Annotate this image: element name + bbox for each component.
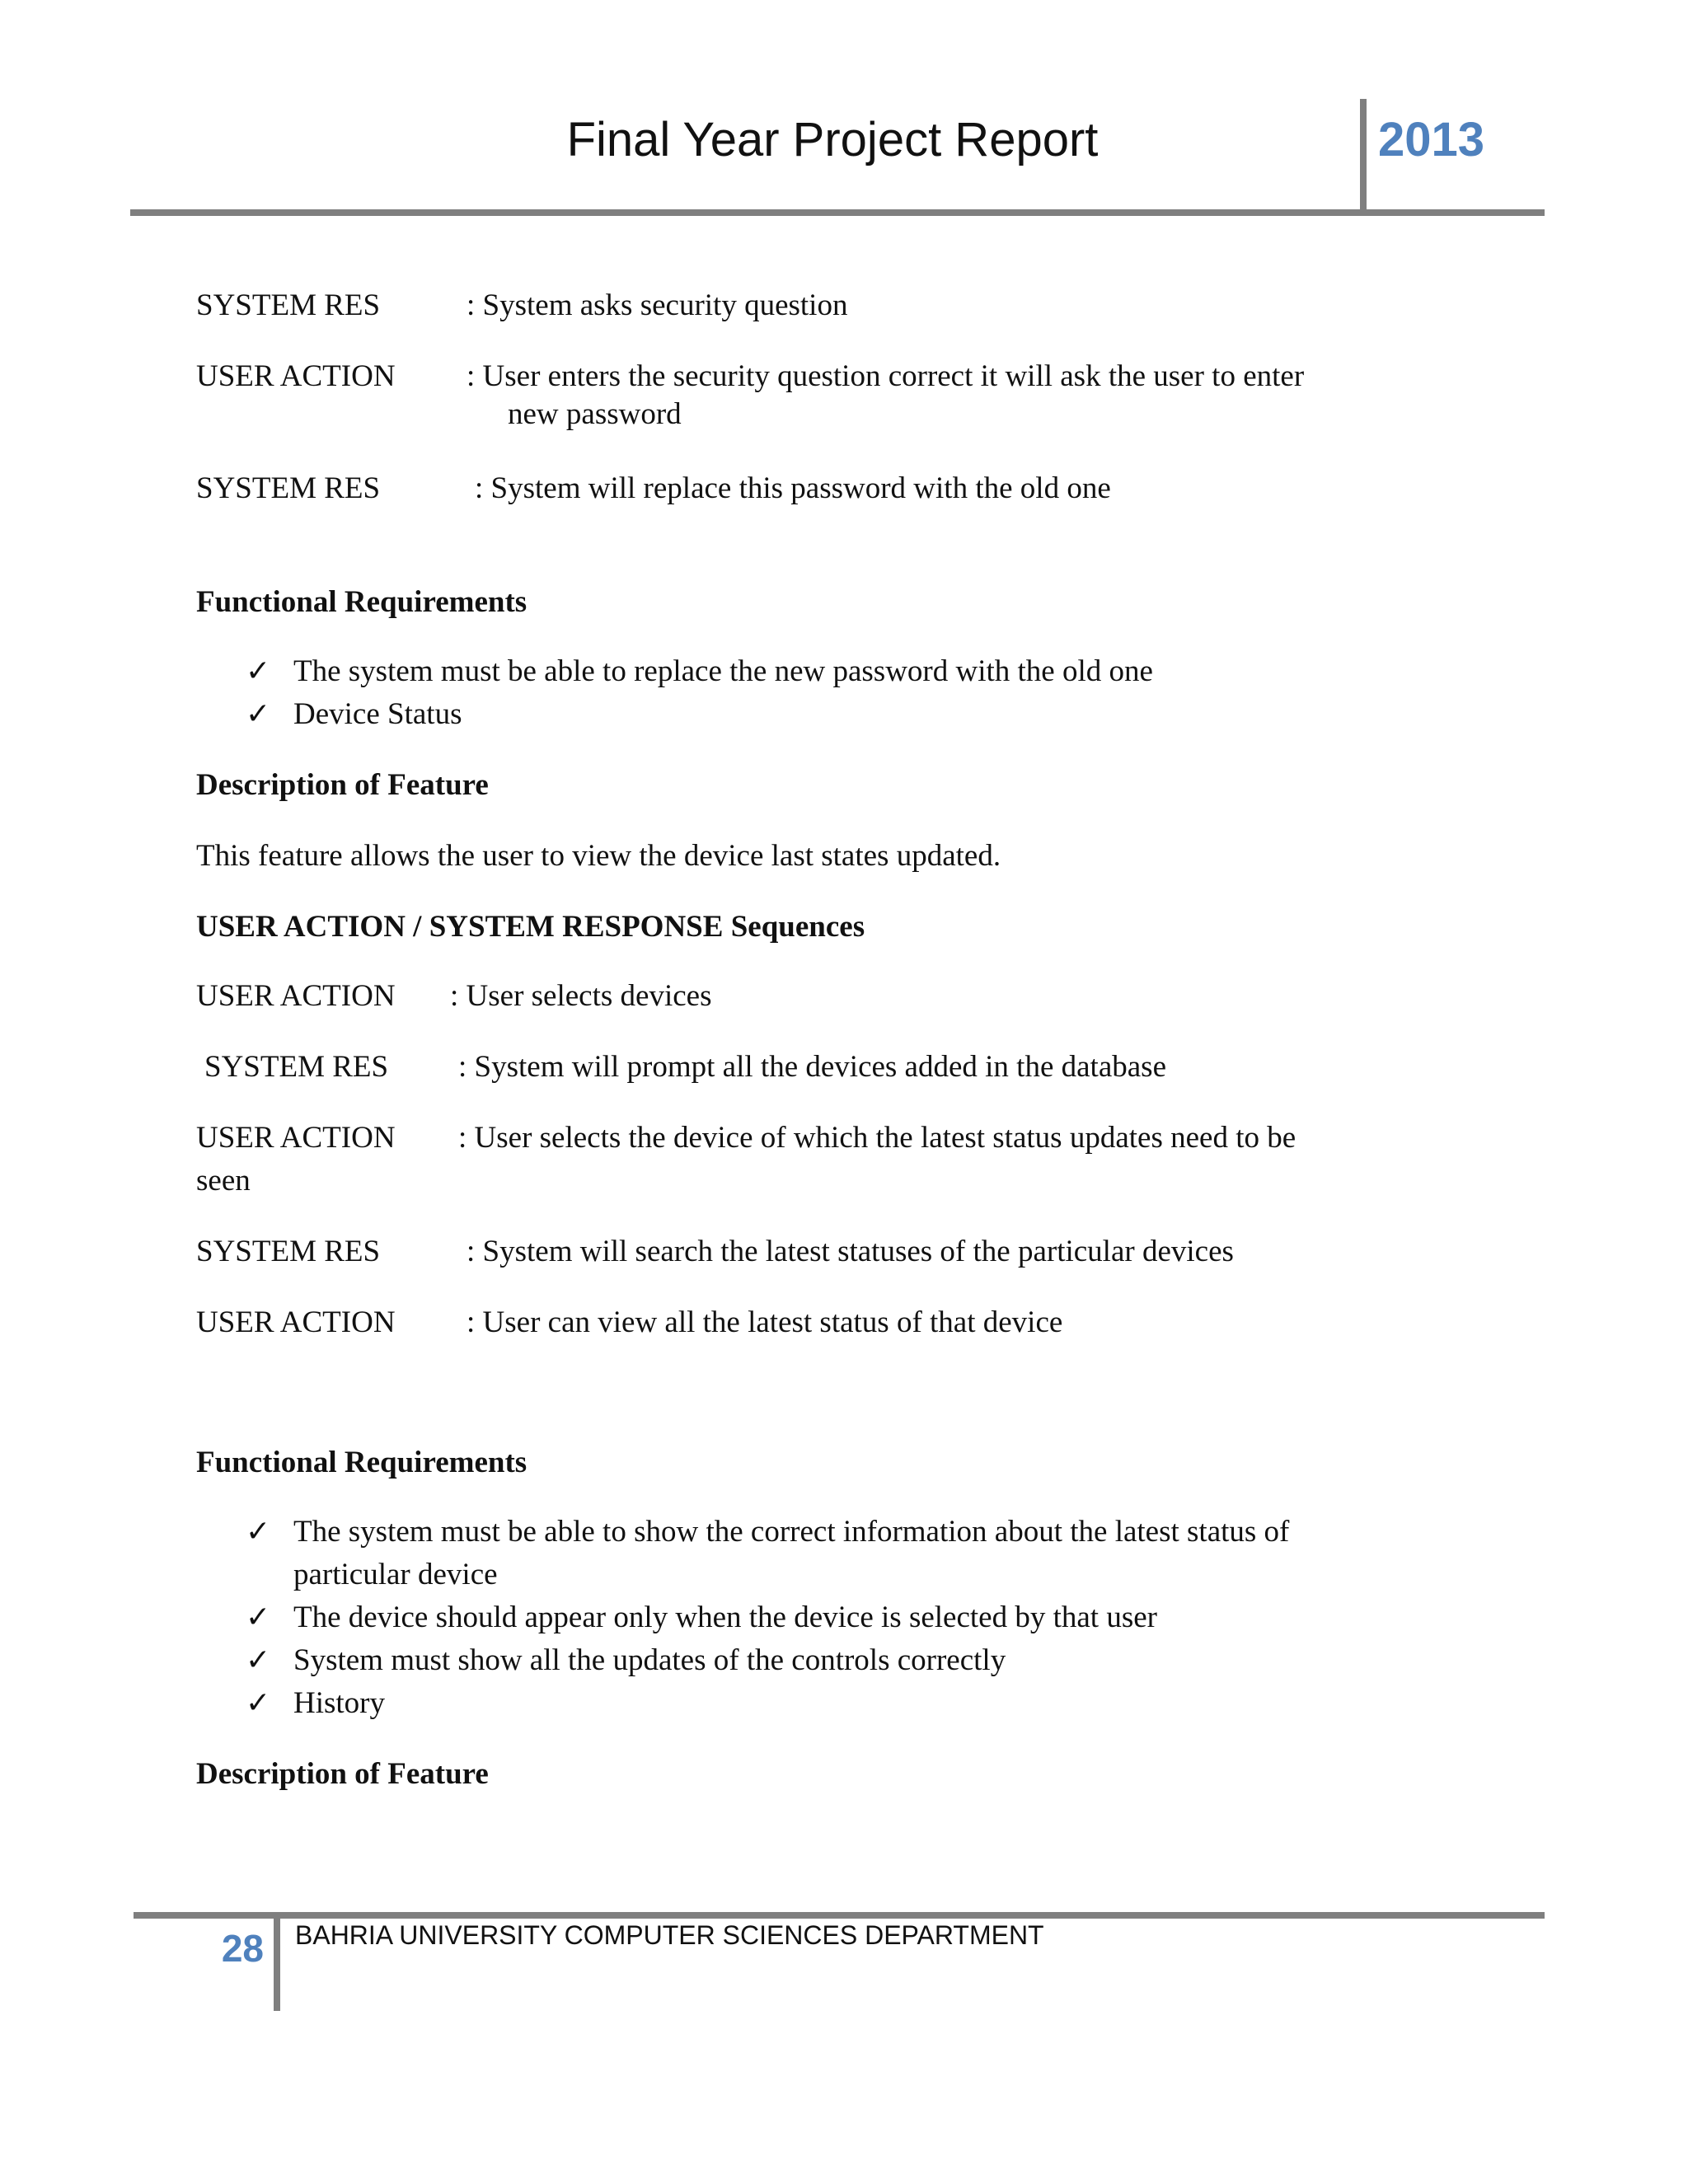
check-icon: ✓	[246, 1515, 271, 1549]
list-item-cont: particular device	[293, 1558, 498, 1591]
section-heading: Description of Feature	[196, 1757, 489, 1791]
list-item: Device Status	[293, 697, 462, 731]
check-icon: ✓	[246, 1601, 271, 1634]
sysres-label: SYSTEM RES	[204, 1050, 389, 1084]
sysres-text: : System will prompt all the devices added in the database	[458, 1050, 1167, 1084]
header-rule	[130, 209, 1545, 216]
footer-department: BAHRIA UNIVERSITY COMPUTER SCIENCES DEPARTMENT	[295, 1920, 1044, 1950]
paragraph: This feature allows the user to view the device last states updated.	[196, 839, 1001, 873]
sysres-text: : System asks security question	[467, 288, 848, 322]
header-title: Final Year Project Report	[566, 113, 1099, 166]
list-item: The system must be able to show the correct information about the latest status of	[293, 1515, 1290, 1549]
section-heading: Description of Feature	[196, 768, 489, 802]
check-icon: ✓	[246, 1643, 271, 1677]
section-heading: USER ACTION / SYSTEM RESPONSE Sequences	[196, 910, 865, 944]
useraction-text-cont: new password	[508, 397, 682, 431]
sysres-text: : System will search the latest statuses of the particular devices	[467, 1235, 1234, 1268]
sysres-text: : System will replace this password with the old one	[475, 471, 1111, 505]
page-number: 28	[221, 1927, 264, 1970]
useraction-label: USER ACTION	[196, 1305, 396, 1339]
check-icon: ✓	[246, 654, 271, 688]
footer-divider	[274, 1912, 280, 2011]
list-item: History	[293, 1686, 385, 1720]
useraction-text: : User selects devices	[450, 979, 712, 1013]
check-icon: ✓	[246, 697, 271, 731]
header-year: 2013	[1378, 113, 1485, 166]
useraction-text: : User selects the device of which the latest status updates need to be	[458, 1121, 1296, 1155]
list-item: The system must be able to replace the new password with the old one	[293, 654, 1153, 688]
list-item: System must show all the updates of the controls correctly	[293, 1643, 1006, 1677]
useraction-text-cont: seen	[196, 1164, 251, 1197]
sysres-label: SYSTEM RES	[196, 288, 381, 322]
useraction-label: USER ACTION	[196, 359, 396, 393]
check-icon: ✓	[246, 1686, 271, 1720]
useraction-text: : User enters the security question correct it will ask the user to enter	[467, 359, 1305, 393]
section-heading: Functional Requirements	[196, 1446, 528, 1479]
sysres-label: SYSTEM RES	[196, 471, 381, 505]
header-divider	[1360, 99, 1367, 214]
useraction-label: USER ACTION	[196, 979, 396, 1013]
section-heading: Functional Requirements	[196, 585, 528, 619]
list-item: The device should appear only when the device is selected by that user	[293, 1601, 1157, 1634]
sysres-label: SYSTEM RES	[196, 1235, 381, 1268]
useraction-text: : User can view all the latest status of that device	[467, 1305, 1063, 1339]
useraction-label: USER ACTION	[196, 1121, 396, 1155]
